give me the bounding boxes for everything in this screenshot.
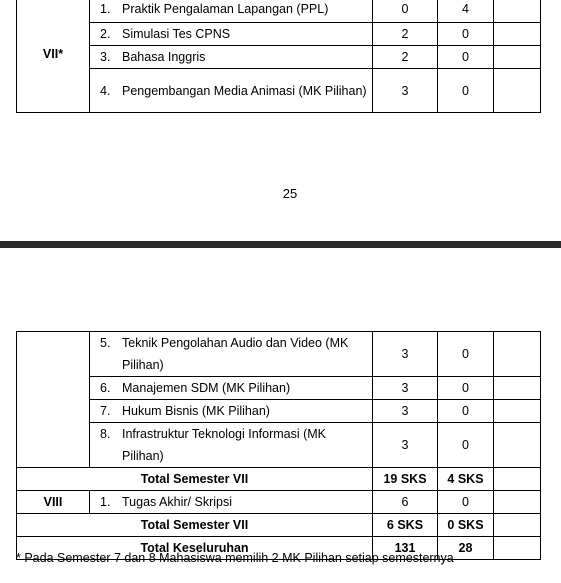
- course-cell: [90, 377, 373, 400]
- table-row: [17, 332, 541, 377]
- grand-total-practice: 28: [438, 537, 494, 560]
- course-cell: [90, 423, 373, 468]
- course-cell: [90, 23, 373, 46]
- table-row: [17, 23, 541, 46]
- table-row: [17, 0, 541, 23]
- sks-practice: 0: [438, 400, 494, 423]
- course-cell: [90, 400, 373, 423]
- empty-cell: [494, 400, 541, 423]
- course-name: Infrastruktur Teknologi Informasi (MK Pilihan): [122, 427, 327, 463]
- course-number: 2.: [100, 27, 111, 41]
- footnote: * Pada Semester 7 dan 8 Mahasiswa memilih 2 MK Pilihan setiap semesternya: [16, 551, 454, 565]
- empty-cell: [494, 23, 541, 46]
- empty-cell: [494, 468, 541, 491]
- empty-cell: [494, 491, 541, 514]
- total-label: Total Semester VII: [17, 468, 373, 491]
- grand-total-theory: 131: [373, 537, 438, 560]
- table-row: [17, 377, 541, 400]
- total-row: [17, 514, 541, 537]
- course-name: Tugas Akhir/ Skripsi: [122, 495, 232, 509]
- empty-cell: [494, 0, 541, 23]
- course-name: Teknik Pengolahan Audio dan Video (MK Pilihan): [122, 336, 349, 372]
- sks-practice: 0: [438, 491, 494, 514]
- empty-cell: [494, 377, 541, 400]
- semester-cell: VII*: [17, 0, 90, 113]
- sks-theory: 0: [373, 0, 438, 23]
- sks-theory: 3: [373, 377, 438, 400]
- empty-cell: [494, 69, 541, 113]
- total-practice: 4 SKS: [438, 468, 494, 491]
- course-cell: [90, 491, 373, 514]
- course-number: 1.: [100, 1, 111, 16]
- course-number: 8.: [100, 427, 111, 441]
- sks-practice: 0: [438, 46, 494, 69]
- sks-practice: 4: [438, 0, 494, 23]
- course-name: Pengembangan Media Animasi (MK Pilihan): [122, 83, 367, 98]
- total-practice: 0 SKS: [438, 514, 494, 537]
- sks-practice: 0: [438, 23, 494, 46]
- grand-total-label: Total Keseluruhan: [17, 537, 373, 560]
- sks-practice: 0: [438, 332, 494, 377]
- total-label: Total Semester VII: [17, 514, 373, 537]
- course-name: Hukum Bisnis (MK Pilihan): [122, 404, 270, 418]
- course-cell: [90, 0, 373, 23]
- curriculum-table-bottom: [16, 331, 541, 560]
- sks-theory: 3: [373, 400, 438, 423]
- course-number: 1.: [100, 495, 111, 509]
- sks-theory: 3: [373, 423, 438, 468]
- course-number: 7.: [100, 404, 111, 418]
- curriculum-table-top: [16, 0, 541, 113]
- total-row: [17, 468, 541, 491]
- course-cell: [90, 332, 373, 377]
- page-divider: [0, 241, 561, 248]
- empty-cell: [494, 514, 541, 537]
- empty-cell: [494, 332, 541, 377]
- course-number: 3.: [100, 50, 111, 64]
- table-row: [17, 423, 541, 468]
- course-number: 6.: [100, 381, 111, 395]
- page-number: 25: [282, 186, 298, 201]
- course-cell: [90, 46, 373, 69]
- sks-theory: 6: [373, 491, 438, 514]
- table-row: [17, 400, 541, 423]
- empty-cell: [494, 423, 541, 468]
- sks-theory: 2: [373, 23, 438, 46]
- table-row: [17, 46, 541, 69]
- course-name: Praktik Pengalaman Lapangan (PPL): [122, 1, 329, 16]
- course-name: Simulasi Tes CPNS: [122, 27, 231, 41]
- empty-cell: [494, 537, 541, 560]
- sks-practice: 0: [438, 377, 494, 400]
- course-name: Manajemen SDM (MK Pilihan): [122, 381, 291, 395]
- table-row: [17, 69, 541, 113]
- course-number: 4.: [100, 83, 111, 98]
- sks-theory: 3: [373, 332, 438, 377]
- total-theory: 6 SKS: [373, 514, 438, 537]
- course-name: Bahasa Inggris: [122, 50, 206, 64]
- table-row: [17, 491, 541, 514]
- total-theory: 19 SKS: [373, 468, 438, 491]
- sks-theory: 3: [373, 69, 438, 113]
- course-cell: [90, 69, 373, 113]
- sks-theory: 2: [373, 46, 438, 69]
- course-number: 5.: [100, 336, 111, 350]
- sks-practice: 0: [438, 69, 494, 113]
- empty-cell: [494, 46, 541, 69]
- sks-practice: 0: [438, 423, 494, 468]
- semester-cell: VIII: [17, 491, 90, 514]
- semester-cell-continued: [17, 332, 90, 468]
